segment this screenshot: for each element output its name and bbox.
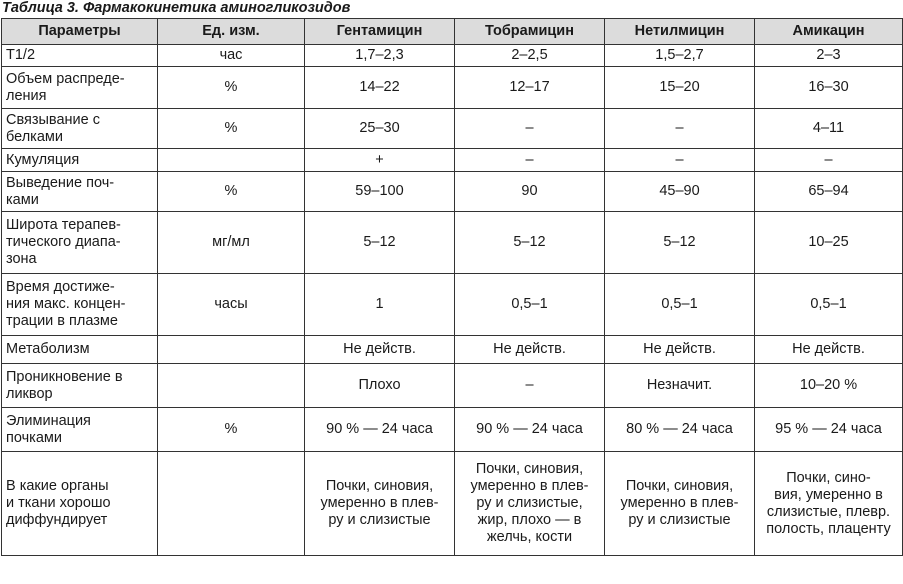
value-cell-netilmicin (605, 149, 755, 172)
value-cell-netilmicin (605, 408, 755, 452)
value-cell-netilmicin (605, 109, 755, 149)
parameter-line: Проникновение в (6, 368, 123, 385)
value-cell-tobramycin (455, 408, 605, 452)
value-line: 0,5–1 (661, 296, 698, 312)
table-row (2, 109, 903, 149)
value-line: 65–94 (808, 183, 849, 199)
value-line: умеренно в плев- (320, 495, 439, 511)
parameter-cell (2, 109, 158, 149)
parameter-line: Метаболизм (6, 341, 90, 357)
value-line: 25–30 (359, 120, 400, 136)
value-cell-gentamicin (305, 67, 455, 109)
value-line: ру и слизистые (328, 512, 431, 528)
parameter-line: ления (6, 87, 47, 104)
value-line: 90 % — 24 часа (476, 421, 583, 437)
value-line: 14–22 (359, 79, 400, 95)
value-cell-amikacin (755, 172, 903, 212)
column-header-tobramycin: Тобрамицин (455, 19, 605, 45)
table-caption: Таблица 3. Фармакокинетика аминогликозидов (2, 0, 351, 16)
table-header-row (2, 19, 903, 45)
parameter-cell (2, 408, 158, 452)
value-line: 1 (375, 296, 384, 312)
value-line: 12–17 (509, 79, 550, 95)
unit-cell (158, 452, 305, 556)
value-cell-gentamicin (305, 364, 455, 408)
value-line: слизистые, плевр. (766, 503, 891, 520)
parameter-line: диффундирует (6, 512, 108, 528)
value-line: 45–90 (659, 183, 700, 199)
value-line: 80 % — 24 часа (626, 421, 733, 437)
value-cell-tobramycin (455, 452, 605, 556)
parameter-line: Элиминация (6, 412, 91, 429)
parameter-line: Время достиже- (6, 279, 115, 295)
value-line: 90 (521, 183, 538, 199)
value-cell-netilmicin (605, 336, 755, 364)
table-row (2, 408, 903, 452)
value-line: – (675, 151, 684, 168)
table-row (2, 336, 903, 364)
value-cell-gentamicin (305, 452, 455, 556)
parameter-line: Объем распреде- (6, 70, 125, 87)
value-line: – (525, 377, 534, 393)
parameter-cell (2, 45, 158, 67)
value-line: 10–25 (808, 234, 849, 250)
parameter-line: ками (6, 191, 39, 208)
unit-cell (158, 364, 305, 408)
value-line: жир, плохо — в (477, 512, 582, 528)
value-line: Не действ. (343, 341, 416, 357)
parameter-line: зона (6, 251, 37, 267)
value-line: 10–20 % (799, 377, 858, 393)
value-cell-tobramycin (455, 149, 605, 172)
value-cell-amikacin (755, 67, 903, 109)
value-line: 5–12 (363, 234, 396, 250)
value-line: Почки, синовия, (475, 461, 584, 477)
unit-cell: мг/мл (158, 212, 305, 274)
unit-cell (158, 336, 305, 364)
value-cell-gentamicin (305, 109, 455, 149)
value-cell-amikacin (755, 109, 903, 149)
value-line: + (375, 151, 384, 168)
value-cell-tobramycin (455, 45, 605, 67)
value-cell-amikacin (755, 45, 903, 67)
parameter-line: ния макс. концен- (6, 296, 126, 312)
parameter-line: тического диапа- (6, 234, 121, 250)
value-line: умеренно в плев- (620, 495, 739, 511)
value-cell-amikacin (755, 408, 903, 452)
parameter-cell (2, 336, 158, 364)
value-line: – (525, 151, 534, 168)
table-body (2, 45, 903, 556)
table-row (2, 149, 903, 172)
value-cell-netilmicin (605, 364, 755, 408)
value-cell-gentamicin (305, 408, 455, 452)
value-cell-netilmicin (605, 45, 755, 67)
value-line: 0,5–1 (511, 296, 548, 312)
value-cell-gentamicin (305, 274, 455, 336)
value-line: Плохо (358, 377, 401, 393)
parameter-cell (2, 364, 158, 408)
value-line: – (824, 151, 833, 168)
value-line: 16–30 (808, 79, 849, 95)
value-cell-tobramycin (455, 364, 605, 408)
unit-cell (158, 149, 305, 172)
value-line: 1,5–2,7 (655, 47, 704, 63)
table-row (2, 172, 903, 212)
value-cell-netilmicin (605, 274, 755, 336)
unit-cell: часы (158, 274, 305, 336)
parameter-line: Связывание с (6, 111, 100, 128)
pharmacokinetics-table (1, 18, 903, 556)
value-line: полость, плаценту (766, 520, 891, 537)
value-cell-tobramycin (455, 172, 605, 212)
value-line: ру и слизистые (628, 512, 731, 528)
column-header-gentamicin: Гентамицин (305, 19, 455, 45)
value-line: ру и слизистые, (476, 495, 583, 511)
value-cell-tobramycin (455, 67, 605, 109)
value-line: 5–12 (663, 234, 696, 250)
value-cell-amikacin (755, 452, 903, 556)
unit-cell: час (158, 45, 305, 67)
column-header-unit: Ед. изм. (158, 19, 305, 45)
value-line: 2–3 (816, 47, 841, 63)
value-line: 59–100 (355, 183, 404, 199)
parameter-cell (2, 452, 158, 556)
value-line: Незначит. (646, 377, 713, 393)
parameter-line: почками (6, 429, 62, 446)
unit-cell: % (158, 109, 305, 149)
value-line: – (675, 120, 684, 136)
value-line: Не действ. (643, 341, 716, 357)
parameter-cell (2, 149, 158, 172)
value-cell-gentamicin (305, 149, 455, 172)
unit-cell: % (158, 67, 305, 109)
parameter-cell (2, 212, 158, 274)
value-cell-tobramycin (455, 336, 605, 364)
table-row (2, 364, 903, 408)
table-row (2, 274, 903, 336)
value-cell-netilmicin (605, 172, 755, 212)
parameter-line: и ткани хорошо (6, 495, 111, 511)
unit-cell: % (158, 172, 305, 212)
table-row (2, 45, 903, 67)
column-header-netilmicin: Нетилмицин (605, 19, 755, 45)
value-line: Не действ. (792, 341, 865, 357)
parameter-line: В какие органы (6, 478, 109, 494)
parameter-line: T1/2 (6, 47, 36, 63)
value-cell-tobramycin (455, 212, 605, 274)
value-line: умеренно в плев- (470, 478, 589, 494)
value-cell-netilmicin (605, 67, 755, 109)
value-line: 0,5–1 (810, 296, 847, 312)
value-line: 5–12 (513, 234, 546, 250)
value-line: желчь, кости (486, 529, 573, 545)
value-cell-netilmicin (605, 452, 755, 556)
value-cell-amikacin (755, 212, 903, 274)
parameter-line: трации в плазме (6, 313, 118, 329)
value-line: 95 % — 24 часа (775, 421, 882, 437)
parameter-line: Кумуляция (6, 151, 80, 168)
unit-cell: % (158, 408, 305, 452)
parameter-cell (2, 172, 158, 212)
parameter-cell (2, 67, 158, 109)
value-cell-amikacin (755, 274, 903, 336)
table-row (2, 67, 903, 109)
value-cell-tobramycin (455, 109, 605, 149)
value-cell-amikacin (755, 336, 903, 364)
value-line: 15–20 (659, 79, 700, 95)
value-line: 2–2,5 (511, 47, 548, 63)
parameter-cell (2, 274, 158, 336)
parameter-line: Широта терапев- (6, 217, 121, 233)
value-line: 4–11 (812, 120, 845, 136)
value-line: Почки, сино- (786, 469, 871, 486)
value-line: – (525, 120, 534, 136)
table-row (2, 212, 903, 274)
value-cell-amikacin (755, 149, 903, 172)
parameter-line: ликвор (6, 385, 53, 402)
value-cell-gentamicin (305, 212, 455, 274)
value-cell-gentamicin (305, 45, 455, 67)
parameter-line: белками (6, 128, 63, 145)
value-cell-tobramycin (455, 274, 605, 336)
value-line: 1,7–2,3 (355, 47, 404, 63)
value-line: 90 % — 24 часа (326, 421, 433, 437)
value-line: вия, умеренно в (774, 486, 883, 503)
value-cell-gentamicin (305, 336, 455, 364)
column-header-parameters: Параметры (2, 19, 158, 45)
value-line: Не действ. (493, 341, 566, 357)
parameter-line: Выведение поч- (6, 174, 115, 191)
column-header-amikacin: Амикацин (755, 19, 903, 45)
value-cell-netilmicin (605, 212, 755, 274)
value-line: Почки, синовия, (325, 478, 434, 494)
value-cell-amikacin (755, 364, 903, 408)
value-cell-gentamicin (305, 172, 455, 212)
table-row (2, 452, 903, 556)
value-line: Почки, синовия, (625, 478, 734, 494)
